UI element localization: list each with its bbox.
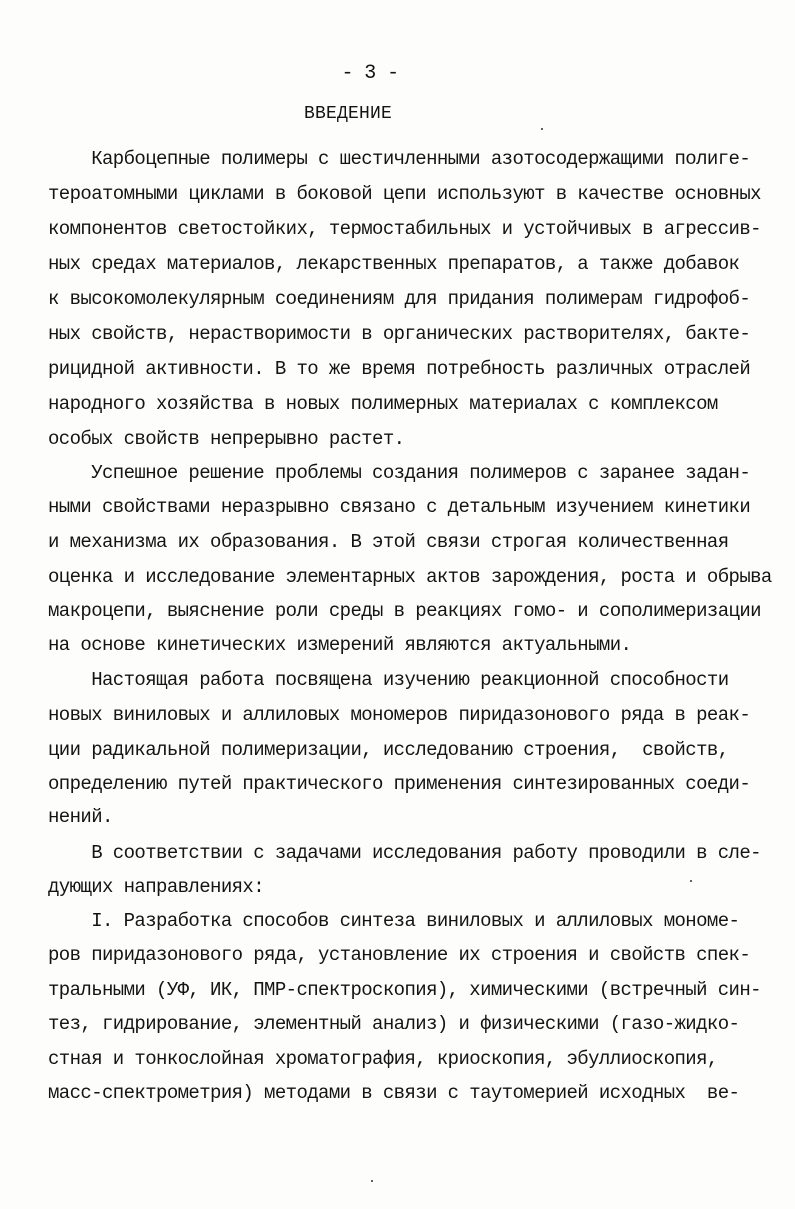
text-line: Настоящая работа посвящена изучению реакционной способности xyxy=(48,669,729,691)
text-line: стная и тонкослойная хроматография, криоскопия, эбуллиоскопия, xyxy=(48,1048,718,1070)
text-line: к высокомолекулярным соединениям для придания полимерам гидрофоб- xyxy=(48,288,751,310)
page-heading: ВВЕДЕНИЕ xyxy=(303,104,392,124)
text-line: особых свойств непрерывно растет. xyxy=(48,428,405,450)
text-line: дующих направлениях: xyxy=(48,876,265,898)
text-line: оценка и исследование элементарных актов зарождения, роста и обрыва xyxy=(48,566,772,588)
text-line: макроцепи, выяснение роли среды в реакциях гомо- и сополимеризации xyxy=(48,600,761,622)
scan-speck xyxy=(541,128,543,130)
text-line: тероатомными циклами в боковой цепи используют в качестве основных xyxy=(48,183,761,205)
text-line: на основе кинетических измерений являются актуальными. xyxy=(48,634,632,656)
text-line: нений. xyxy=(48,806,113,828)
text-line: компонентов светостойких, термостабильных и устойчивых в агрессив- xyxy=(48,218,761,240)
text-line: новых виниловых и аллиловых мономеров пиридазонового ряда в реак- xyxy=(48,704,751,726)
text-line: народного хозяйства в новых полимерных материалах с комплексом xyxy=(48,393,718,415)
page-number: - 3 - xyxy=(341,62,399,85)
text-line: ными свойствами неразрывно связано с детальным изучением кинетики xyxy=(48,496,751,518)
text-line: ных средах материалов, лекарственных препаратов, а также добавок xyxy=(48,253,740,275)
text-line: определению путей практического применения синтезированных соеди- xyxy=(48,773,751,795)
text-line: I. Разработка способов синтеза виниловых и аллиловых мономе- xyxy=(48,910,740,932)
text-line: ных свойств, нерастворимости в органических растворителях, бакте- xyxy=(48,323,751,345)
text-line: рицидной активности. В то же время потребность различных отраслей xyxy=(48,358,751,380)
text-line: тральными (УФ, ИК, ПМР-спектроскопия), химическими (встречный син- xyxy=(48,979,761,1001)
text-line: В соответствии с задачами исследования работу проводили в сле- xyxy=(48,842,761,864)
text-line: Карбоцепные полимеры с шестичленными азотосодержащими полиге- xyxy=(48,148,751,170)
text-line: ров пиридазонового ряда, установление их строения и свойств спек- xyxy=(48,944,751,966)
text-line: масс-спектрометрия) методами в связи с таутомерией исходных ве- xyxy=(48,1082,740,1104)
text-line: ции радикальной полимеризации, исследованию строения, свойств, xyxy=(48,739,729,761)
text-line: и механизма их образования. В этой связи строгая количественная xyxy=(48,531,729,553)
scan-speck xyxy=(690,880,692,882)
text-line: тез, гидрирование, элементный анализ) и физическими (газо-жидко- xyxy=(48,1013,740,1035)
text-line: Успешное решение проблемы создания полимеров с заранее задан- xyxy=(48,462,751,484)
scan-speck xyxy=(371,1180,373,1182)
